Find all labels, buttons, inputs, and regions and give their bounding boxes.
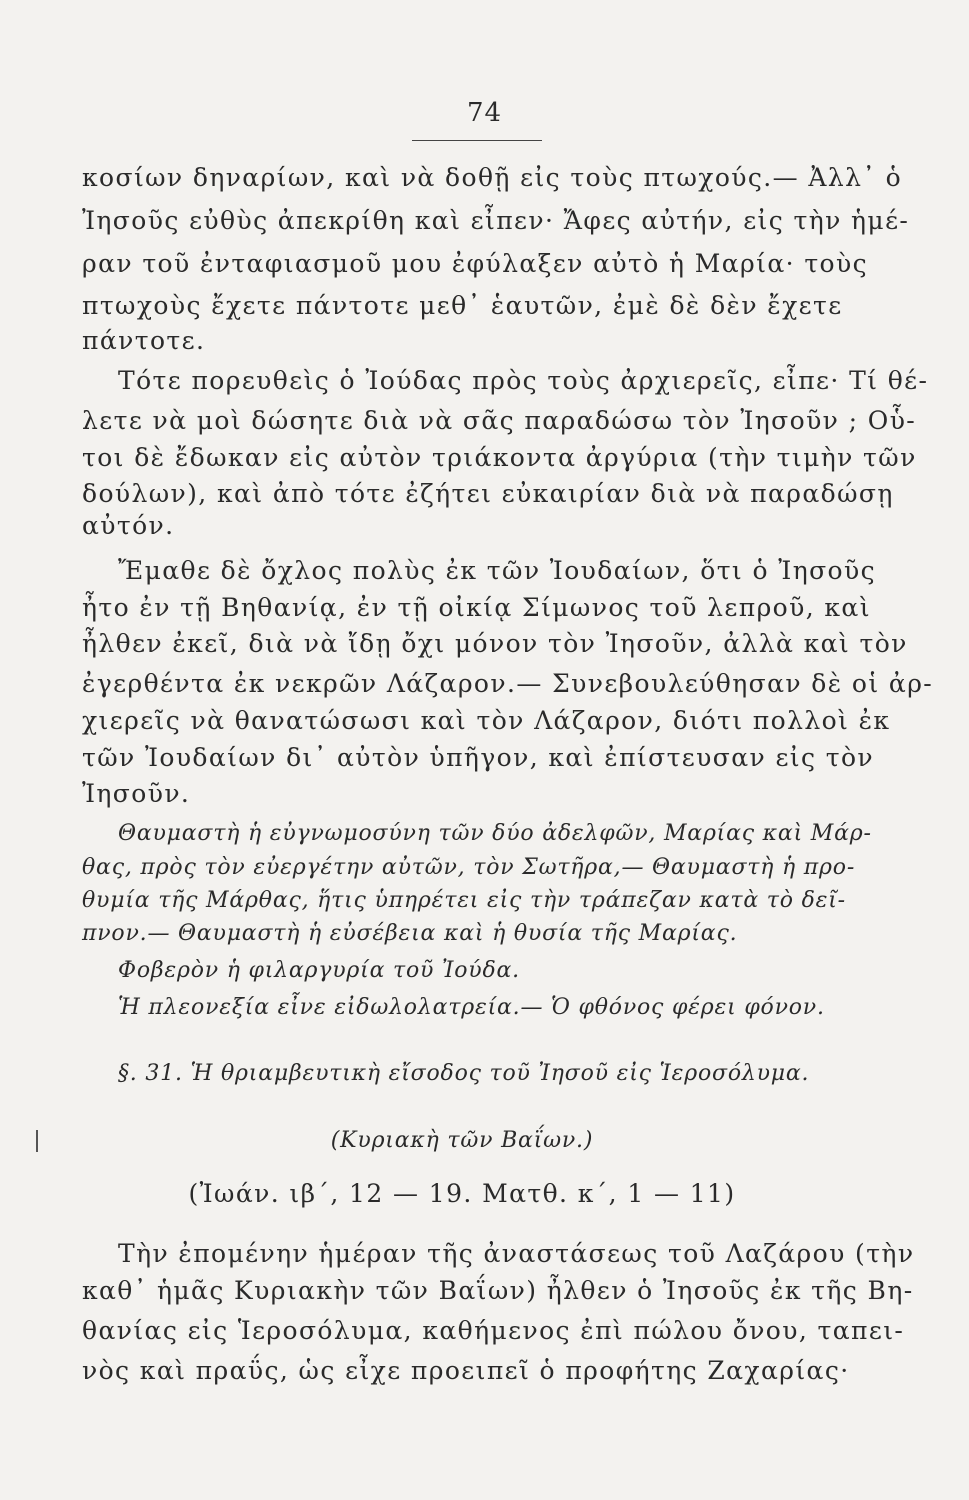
text-line: Ἰησοῦν. (82, 779, 191, 808)
text-line: Ἡ πλεονεξία εἶνε εἰδωλολατρεία.— Ὁ φθόνος φέρει φόνον. (118, 995, 825, 1020)
text-line: Τὴν ἐπομένην ἡμέραν τῆς ἀναστάσεως τοῦ Λαζάρου (τὴν (118, 1239, 915, 1268)
section-subtitle: (Κυριακὴ τῶν Βαΐων.) (330, 1128, 594, 1153)
text-line: ἐγερθέντα ἐκ νεκρῶν Λάζαρον.— Συνεβουλεύθησαν δὲ οἱ ἀρ- (82, 669, 934, 698)
text-line: λετε νὰ μοὶ δώσητε διὰ νὰ σᾶς παραδώσω τὸν Ἰησοῦν ; Οὗ- (82, 406, 917, 435)
margin-mark (36, 1130, 38, 1152)
text-line: αὐτόν. (82, 511, 175, 540)
text-line: ἦλθεν ἐκεῖ, διὰ νὰ ἴδῃ ὄχι μόνον τὸν Ἰησοῦν, ἀλλὰ καὶ τὸν (82, 629, 908, 658)
text-line: ἦτο ἐν τῇ Βηθανίᾳ, ἐν τῇ οἰκίᾳ Σίμωνος τοῦ λεπροῦ, καὶ (82, 593, 871, 622)
section-heading: §. 31. Ἡ θριαμβευτικὴ εἴσοδος τοῦ Ἰησοῦ εἰς Ἱεροσόλυμα. (118, 1061, 810, 1086)
text-line: πάντοτε. (82, 326, 206, 355)
text-line: χιερεῖς νὰ θανατώσωσι καὶ τὸν Λάζαρον, διότι πολλοὶ ἐκ (82, 706, 891, 735)
page-number: 74 (466, 98, 503, 128)
text-line: θας, πρὸς τὸν εὐεργέτην αὐτῶν, τὸν Σωτῆρα,— Θαυμαστὴ ἡ προ- (82, 855, 856, 880)
text-line: καθ᾽ ἡμᾶς Κυριακὴν τῶν Βαΐων) ἦλθεν ὁ Ἰησοῦς ἐκ τῆς Βη- (82, 1276, 914, 1305)
text-line: πτωχοὺς ἔχετε πάντοτε μεθ᾽ ἑαυτῶν, ἐμὲ δὲ δὲν ἔχετε (82, 291, 843, 320)
header-rule (412, 140, 542, 141)
text-line: δούλων), καὶ ἀπὸ τότε ἐζήτει εὐκαιρίαν διὰ νὰ παραδώσῃ (82, 479, 894, 508)
text-line: ραν τοῦ ἐνταφιασμοῦ μου ἐφύλαξεν αὐτὸ ἡ Μαρία· τοὺς (82, 249, 868, 278)
text-line: Τότε πορευθεὶς ὁ Ἰούδας πρὸς τοὺς ἀρχιερεῖς, εἶπε· Τί θέ- (118, 366, 929, 395)
text-line: κοσίων δηναρίων, καὶ νὰ δοθῇ εἰς τοὺς πτωχούς.— Ἀλλ᾽ ὁ (82, 163, 903, 192)
text-line: Ἔμαθε δὲ ὄχλος πολὺς ἐκ τῶν Ἰουδαίων, ὅτι ὁ Ἰησοῦς (118, 556, 877, 585)
scripture-reference: (Ἰωάν. ιβ΄, 12 — 19. Ματθ. κ΄, 1 — 11) (188, 1179, 736, 1208)
text-line: πνον.— Θαυμαστὴ ἡ εὐσέβεια καὶ ἡ θυσία τῆς Μαρίας. (82, 921, 738, 946)
text-line: τοι δὲ ἔδωκαν εἰς αὐτὸν τριάκοντα ἀργύρια (τὴν τιμὴν τῶν (82, 443, 917, 472)
text-line: τῶν Ἰουδαίων δι᾽ αὐτὸν ὑπῆγον, καὶ ἐπίστευσαν εἰς τὸν (82, 743, 875, 772)
text-line: Θαυμαστὴ ἡ εὐγνωμοσύνη τῶν δύο ἀδελφῶν, Μαρίας καὶ Μάρ- (118, 821, 872, 846)
text-line: θυμία τῆς Μάρθας, ἥτις ὑπηρέτει εἰς τὴν τράπεζαν κατὰ τὸ δεῖ- (82, 888, 846, 913)
text-line: Ἰησοῦς εὐθὺς ἀπεκρίθη καὶ εἶπεν· Ἄφες αὐτήν, εἰς τὴν ἡμέ- (82, 206, 910, 235)
text-line: νὸς καὶ πραΰς, ὡς εἶχε προειπεῖ ὁ προφήτης Ζαχαρίας· (82, 1356, 850, 1385)
text-line: Φοβερὸν ἡ φιλαργυρία τοῦ Ἰούδα. (118, 958, 520, 983)
text-line: θανίας εἰς Ἱεροσόλυμα, καθήμενος ἐπὶ πώλου ὄνου, ταπει- (82, 1316, 905, 1345)
